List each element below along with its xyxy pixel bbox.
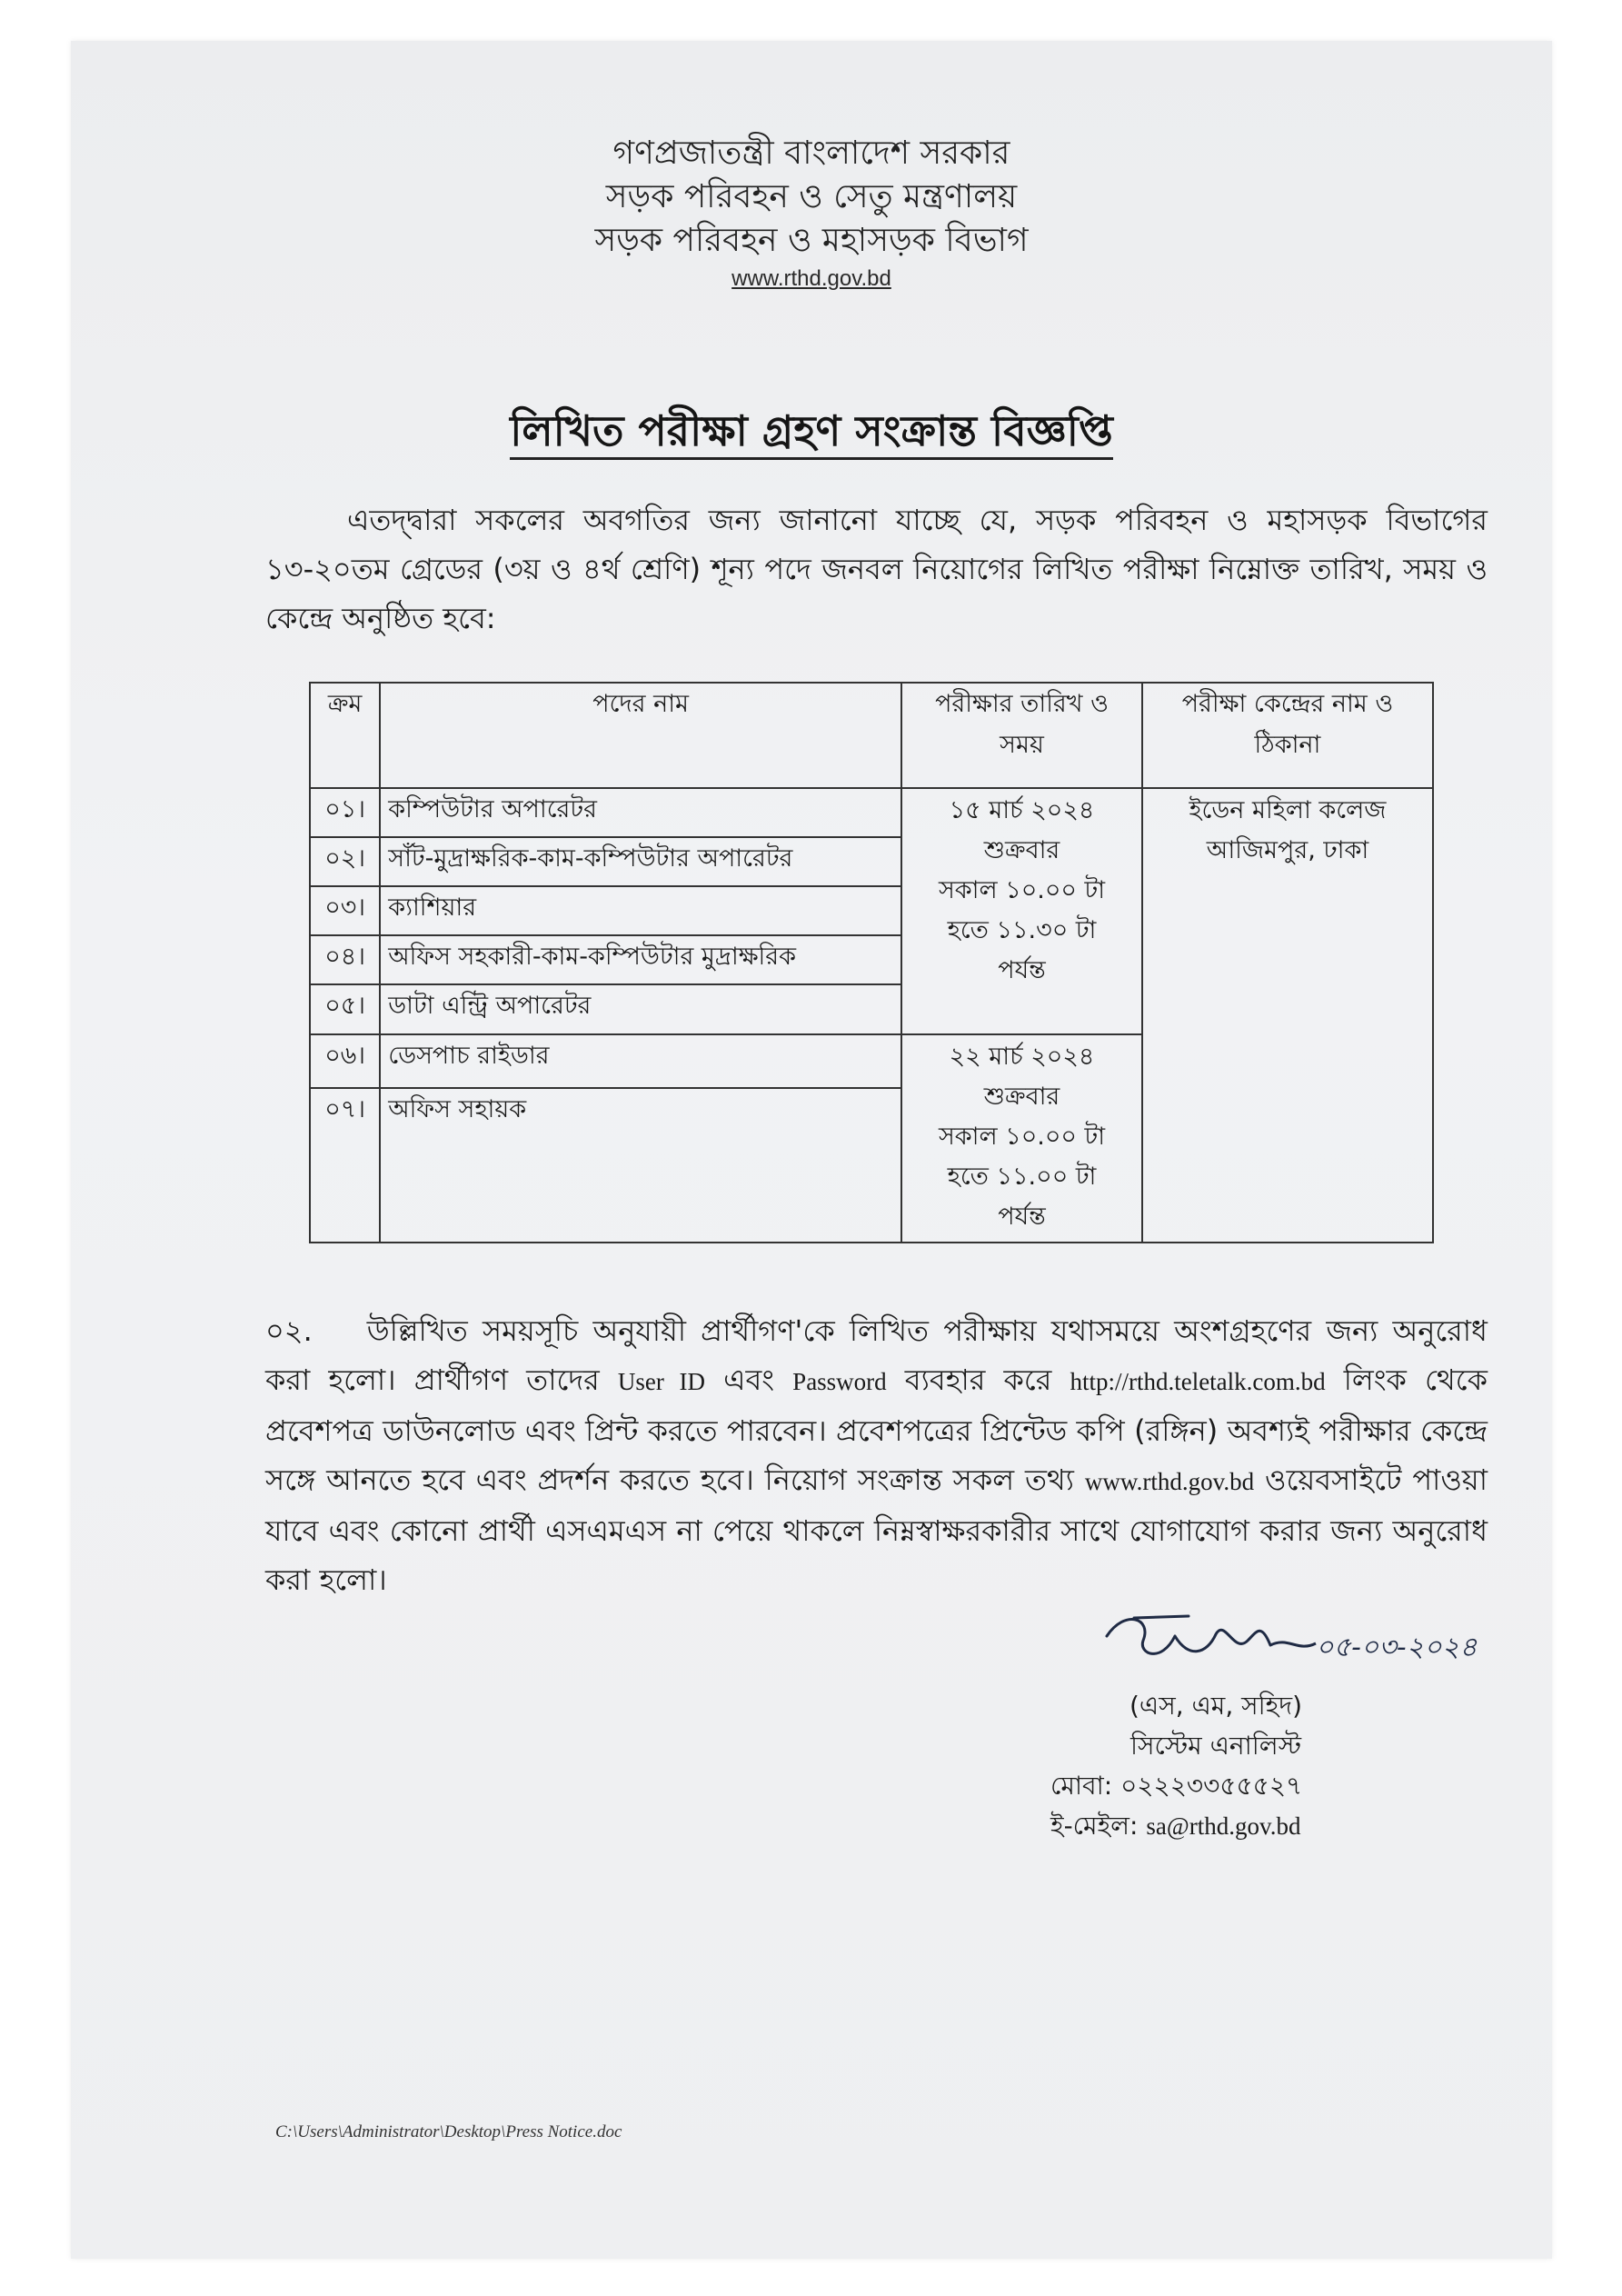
ministry-name: সড়ক পরিবহন ও সেতু মন্ত্রণালয় bbox=[605, 178, 1018, 215]
signatory-designation: সিস্টেম এনালিস্ট bbox=[1129, 1731, 1302, 1761]
row-post-name: ডেসপাচ রাইডার bbox=[380, 1034, 901, 1088]
header-post-name: পদের নাম bbox=[380, 683, 901, 788]
header-serial: ক্রম bbox=[310, 683, 380, 788]
table-header-row bbox=[310, 683, 1433, 788]
file-path-footer: C:\Users\Administrator\Desktop\Press Notice.doc bbox=[275, 2122, 622, 2141]
mobile-number: ০২২২৩৩৫৫৫২৭ bbox=[1120, 1771, 1303, 1801]
notice-title-text: লিখিত পরীক্ষা গ্রহণ সংক্রান্ত বিজ্ঞপ্তি bbox=[510, 406, 1113, 460]
exam-center-text: ইডেন মহিলা কলেজ আজিমপুর, ঢাকা bbox=[1189, 796, 1387, 864]
row-serial: ০৩। bbox=[310, 886, 380, 935]
notice-title bbox=[71, 400, 1552, 469]
para2-text-2: ব্যবহার করে bbox=[904, 1363, 1052, 1397]
signature-date: ০৫-০৩-২০২৪ bbox=[1316, 1632, 1478, 1663]
exam-date-text-2: ২২ মার্চ ২০২৪ শুক্রবার সকাল ১০.০০ টা হতে ১১.০০ টা পর্যন্ত bbox=[938, 1042, 1106, 1231]
document-page bbox=[71, 41, 1552, 2259]
exam-date-text-1: ১৫ মার্চ ২০২৪ শুক্রবার সকাল ১০.০০ টা হতে ১১.৩০ টা পর্যন্ত bbox=[938, 796, 1106, 984]
header-exam-center: পরীক্ষা কেন্দ্রের নাম ও ঠিকানা bbox=[1142, 683, 1433, 788]
division-website-link[interactable]: www.rthd.gov.bd bbox=[731, 266, 891, 291]
row-serial: ০২। bbox=[310, 837, 380, 886]
intro-paragraph: এতদ্দ্বারা সকলের অবগতির জন্য জানানো যাচ্ছে যে, সড়ক পরিবহন ও মহাসড়ক বিভাগের ১৩-২০তম গ্রেডের (৩য় ও ৪র্থ শ্রেণি) শূন্য পদে জনবল নিয়োগের লিখিত পরীক্ষা নিম্নোক্ত তারিখ, সময় ও কেন্দ্রে অনুষ্ঠিত হবে: bbox=[265, 503, 1488, 635]
email-label: ই-মেইল: bbox=[1050, 1811, 1139, 1841]
para2-text-1: উল্লিখিত সময়সূচি অনুযায়ী প্রার্থীগণ'কে লিখিত পরীক্ষায় যথাসময়ে অংশগ্রহণের জন্য অনুরোধ করা হলো। প্রার্থীগণ তাদের bbox=[265, 1313, 1488, 1397]
exam-center-cell bbox=[1142, 788, 1433, 1243]
row-serial: ০৭। bbox=[310, 1088, 380, 1243]
teletalk-link[interactable]: http://rthd.teletalk.com.bd bbox=[1070, 1368, 1326, 1395]
govt-name: গণপ্রজাতন্ত্রী বাংলাদেশ সরকার bbox=[612, 135, 1010, 172]
instructions-paragraph bbox=[265, 1306, 1488, 1604]
para2-text-3: লিংক থেকে প্রবেশপত্র ডাউনলোড এবং প্রিন্ট করতে পারবেন। প্রবেশপত্রের প্রিন্টেড কপি (রঙ্গিন) অবশ্যই পরীক্ষার কেন্দ্রে সঙ্গে আনতে হবে এবং প্রদর্শন করতে হবে। নিয়োগ সংক্রান্ত সকল তথ্য bbox=[265, 1363, 1488, 1497]
website-link[interactable]: www.rthd.gov.bd bbox=[1084, 1468, 1255, 1495]
password-term: Password bbox=[792, 1368, 887, 1395]
email-address[interactable]: sa@rthd.gov.bd bbox=[1146, 1812, 1301, 1840]
letterhead bbox=[71, 132, 1552, 292]
signatory-email bbox=[980, 1806, 1452, 1846]
para2-text-4: ওয়েবসাইটে পাওয়া যাবে এবং কোনো প্রার্থী এসএমএস না পেয়ে থাকলে নিম্নস্বাক্ষরকারীর সাথে যোগাযোগ করার জন্য অনুরোধ করা হলো। bbox=[265, 1462, 1488, 1597]
row-serial: ০৪। bbox=[310, 935, 380, 984]
row-post-name: অফিস সহকারী-কাম-কম্পিউটার মুদ্রাক্ষরিক bbox=[380, 935, 901, 984]
row-post-name: ডাটা এন্ট্রি অপারেটর bbox=[380, 984, 901, 1033]
user-id-term: User ID bbox=[617, 1368, 706, 1395]
exam-date-group-1 bbox=[901, 788, 1142, 1034]
row-serial: ০৬। bbox=[310, 1034, 380, 1088]
para2-and: এবং bbox=[723, 1363, 775, 1397]
exam-schedule-table bbox=[309, 682, 1434, 1243]
exam-date-group-2 bbox=[901, 1034, 1142, 1243]
mobile-label: মোবা: bbox=[1050, 1771, 1113, 1801]
row-serial: ০৫। bbox=[310, 984, 380, 1033]
row-serial: ০১। bbox=[310, 788, 380, 837]
signatory-mobile bbox=[980, 1766, 1452, 1806]
table-row bbox=[310, 788, 1433, 837]
division-name: সড়ক পরিবহন ও মহাসড়ক বিভাগ bbox=[594, 222, 1029, 259]
row-post-name: সাঁট-মুদ্রাক্ষরিক-কাম-কম্পিউটার অপারেটর bbox=[380, 837, 901, 886]
handwritten-signature bbox=[1089, 1600, 1525, 1682]
signatory-name: (এস, এম, সহিদ) bbox=[1129, 1691, 1303, 1721]
row-post-name: কম্পিউটার অপারেটর bbox=[380, 788, 901, 837]
row-post-name: ক্যাশিয়ার bbox=[380, 886, 901, 935]
signatory-block bbox=[980, 1686, 1452, 1846]
header-exam-date-time: পরীক্ষার তারিখ ও সময় bbox=[901, 683, 1142, 788]
paragraph-number: ০২. bbox=[265, 1313, 313, 1348]
row-post-name: অফিস সহায়ক bbox=[380, 1088, 901, 1243]
